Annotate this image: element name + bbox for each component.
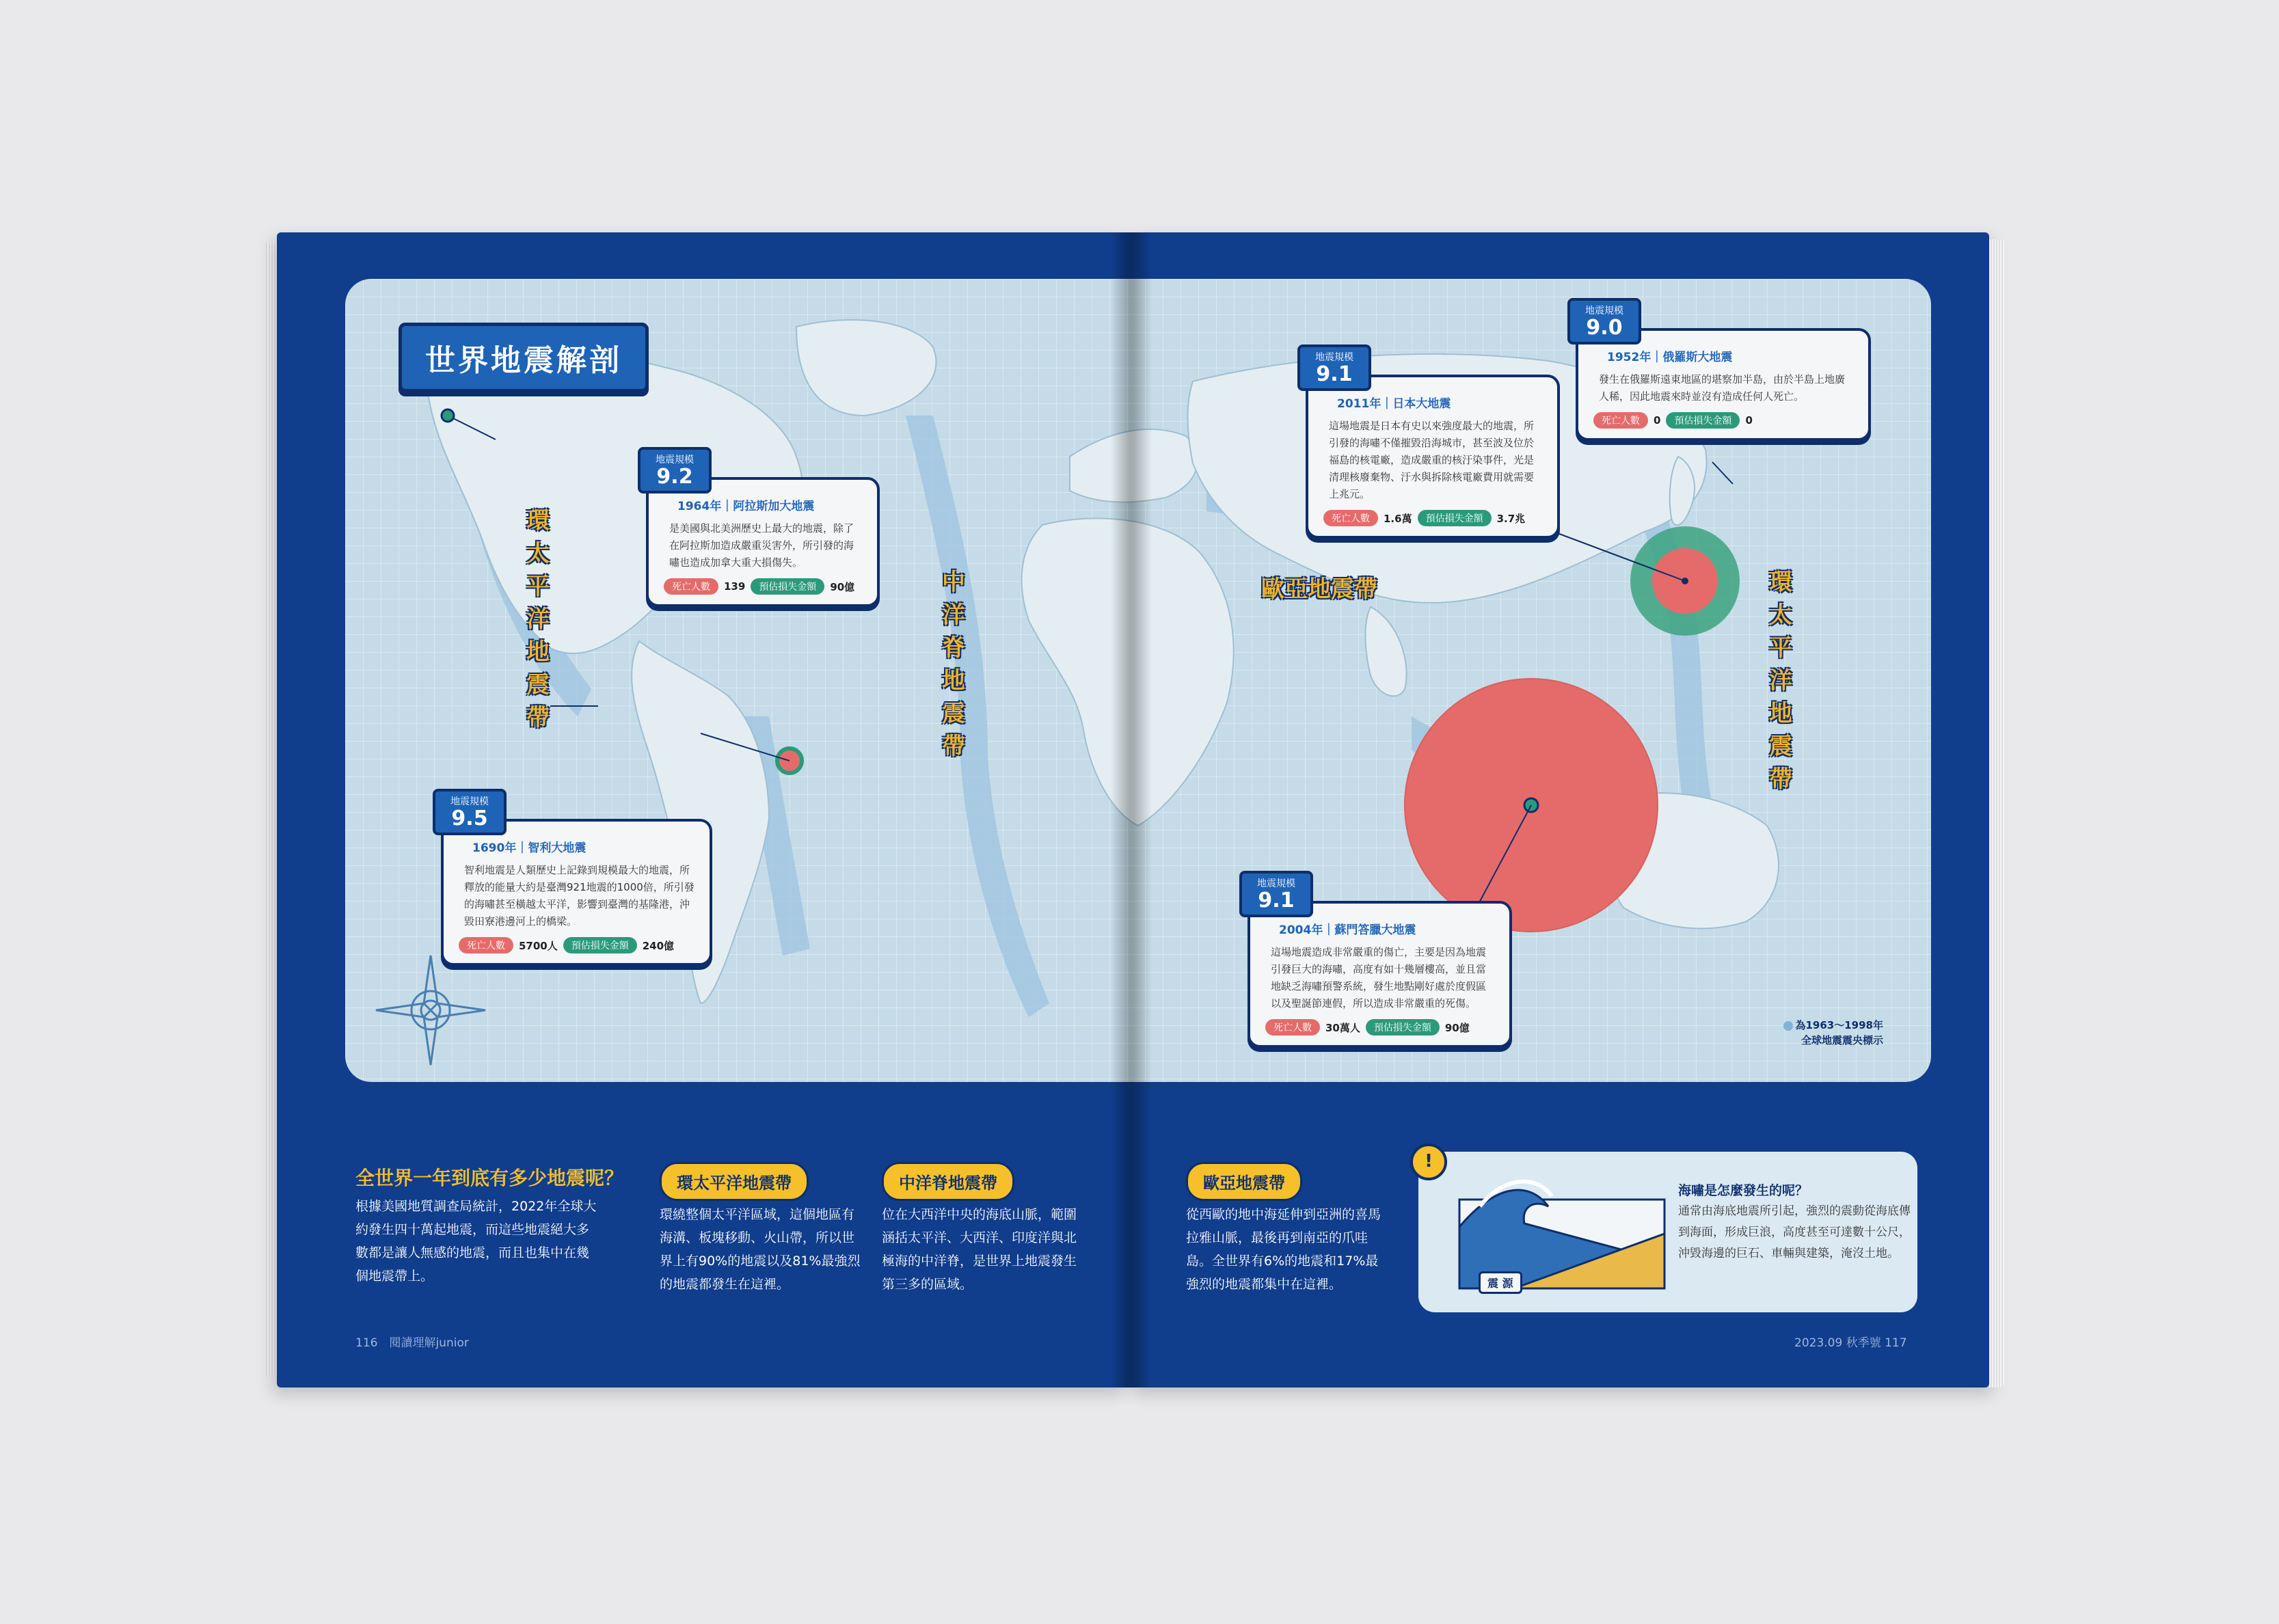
loss-badge: 預估損失金額 <box>1418 510 1492 526</box>
mid-ocean-text: 位在大西洋中央的海底山脈，範圍涵括太平洋、大西洋、印度洋與北極海的中洋脊，是世界上地震發生第三多的區域。 <box>882 1207 1077 1292</box>
loss-value: 240億 <box>642 939 675 952</box>
right-page-edge <box>1989 239 2004 1388</box>
magnitude-value: 9.1 <box>1258 889 1295 912</box>
deaths-badge: 死亡人數 <box>1593 412 1648 429</box>
left-page-edge <box>266 242 277 1377</box>
warning-icon: ! <box>1410 1143 1447 1180</box>
belt-label-pacific-right: 環太平洋地震帶 <box>1769 569 1792 793</box>
loss-badge: 預估損失金額 <box>563 937 637 953</box>
quake-card-alaska <box>646 455 880 607</box>
quake-title: 2004年｜蘇門答臘大地震 <box>1279 923 1416 937</box>
magnitude-value: 9.0 <box>1586 316 1623 340</box>
folio-left: 116 閱讀理解junior <box>355 1336 469 1350</box>
pacific-heading: 環太平洋地震帶 <box>660 1162 809 1201</box>
loss-value: 0 <box>1745 414 1753 427</box>
magnitude-value: 9.2 <box>656 465 693 489</box>
belt-label-mid-ocean: 中洋脊地震帶 <box>942 569 965 760</box>
map-legend: 為1963～1998年 全球地震震央標示 <box>1783 1018 1884 1048</box>
eurasia-heading: 歐亞地震帶 <box>1186 1162 1302 1201</box>
legend-dot-icon <box>1783 1021 1793 1031</box>
deaths-value: 5700人 <box>519 939 558 952</box>
quake-title: 1964年｜阿拉斯加大地震 <box>677 500 815 513</box>
deaths-value: 139 <box>724 580 746 593</box>
magnitude-tag: 地震規模 9.1 <box>1297 344 1371 391</box>
intro-text: 根據美國地質調查局統計，2022年全球大約發生四十萬起地震，而這些地震絕大多數都是讓人無感的地震，而且也集中在幾個地震帶上。 <box>355 1199 597 1284</box>
mid-ocean-heading: 中洋脊地震帶 <box>882 1162 1014 1201</box>
folio-right: 2023.09 秋季號 117 <box>1794 1336 1907 1350</box>
epicenter-label: 震 源 <box>1479 1271 1522 1294</box>
deaths-badge: 死亡人數 <box>1323 510 1378 526</box>
quake-title: 1952年｜俄羅斯大地震 <box>1607 351 1733 364</box>
quake-stats <box>459 937 695 953</box>
pacific-text: 環繞整個太平洋區域，這個地區有海溝、板塊移動、火山帶，所以世界上有90%的地震以及81%最強烈的地震都發生在這裡。 <box>660 1207 861 1292</box>
belt-label-pacific-left: 環太平洋地震帶 <box>526 507 550 731</box>
quake-stats <box>1323 510 1542 526</box>
intro-heading: 全世界一年到底有多少地震呢？ <box>355 1167 624 1189</box>
tsunami-diagram <box>1432 1159 1678 1309</box>
quake-card-sumatra <box>1248 878 1512 1048</box>
deaths-badge: 死亡人數 <box>664 578 718 595</box>
deaths-value: 1.6萬 <box>1384 512 1412 525</box>
quake-description: 這場地震造成非常嚴重的傷亡，主要是因為地震引發巨大的海嘯，高度有如十幾層樓高，並且當地缺乏海嘯預警系統，發生地點剛好處於度假區以及聖誕節連假，所以造成非常嚴重的死傷。 <box>1271 946 1487 1010</box>
magnitude-value: 9.5 <box>451 807 488 830</box>
quake-description: 這場地震是日本有史以來強度最大的地震，所引發的海嘯不僅摧毀沿海城市，甚至波及位於福島的核電廠，造成嚴重的核汙染事件，光是清理核廢棄物、汙水與拆除核電廠費用就需要上兆元。 <box>1329 420 1535 500</box>
spine-shadow <box>1111 232 1152 1388</box>
magnitude-tag: 地震規模 9.2 <box>638 447 712 493</box>
quake-description: 是美國與北美洲歷史上最大的地震，除了在阿拉斯加造成嚴重災害外，所引發的海嘯也造成加拿大重大損傷失。 <box>669 522 854 569</box>
magnitude-tag: 地震規模 9.1 <box>1239 871 1313 917</box>
loss-value: 90億 <box>830 580 855 593</box>
quake-description: 發生在俄羅斯遠東地區的堪察加半島，由於半島上地廣人稀，因此地震來時並沒有造成任何人死亡。 <box>1599 373 1846 403</box>
tsunami-box <box>1418 1152 1917 1312</box>
deaths-value: 0 <box>1654 414 1661 427</box>
quake-card-kamchatka <box>1576 306 1871 441</box>
map-title: 世界地震解剖 <box>399 323 649 392</box>
magnitude-tag: 地震規模 9.5 <box>433 789 507 835</box>
belt-label-eurasian: 歐亞地震帶 <box>1261 576 1377 603</box>
deaths-badge: 死亡人數 <box>1265 1019 1320 1036</box>
eurasia-text: 從西歐的地中海延伸到亞洲的喜馬拉雅山脈，最後再到南亞的爪哇島。全世界有6%的地震和17%最強烈的地震都集中在這裡。 <box>1186 1207 1381 1292</box>
quake-title: 1690年｜智利大地震 <box>472 841 586 855</box>
quake-card-japan <box>1306 352 1560 539</box>
loss-value: 3.7兆 <box>1496 512 1526 525</box>
tsunami-answer: 通常由海底地震所引起，強烈的震動從海底傳到海面，形成巨浪，高度甚至可達數十公尺，沖毀海邊的巨石、車輛與建築，淹沒土地。 <box>1678 1204 1911 1260</box>
magazine-spread <box>277 232 2006 1388</box>
magnitude-tag: 地震規模 9.0 <box>1567 298 1641 344</box>
quake-stats <box>1265 1019 1494 1036</box>
quake-stats <box>1593 412 1853 429</box>
deaths-badge: 死亡人數 <box>459 937 513 953</box>
deaths-value: 30萬人 <box>1325 1021 1360 1034</box>
tsunami-question: 海嘯是怎麼發生的呢？ <box>1678 1183 1809 1198</box>
loss-badge: 預估損失金額 <box>1666 412 1740 429</box>
quake-title: 2011年｜日本大地震 <box>1337 397 1451 411</box>
loss-value: 90億 <box>1444 1021 1470 1034</box>
loss-badge: 預估損失金額 <box>751 578 824 595</box>
loss-badge: 預估損失金額 <box>1366 1019 1440 1036</box>
magnitude-value: 9.1 <box>1316 362 1353 386</box>
quake-card-chile <box>441 796 712 966</box>
compass-icon <box>373 952 489 1068</box>
quake-description: 智利地震是人類歷史上記錄到規模最大的地震，所釋放的能量大約是臺灣921地震的1000倍，所引發的海嘯甚至橫越太平洋，影響到臺灣的基隆港，沖毀田寮港邊河上的橋梁。 <box>464 864 695 928</box>
quake-stats <box>664 578 862 595</box>
